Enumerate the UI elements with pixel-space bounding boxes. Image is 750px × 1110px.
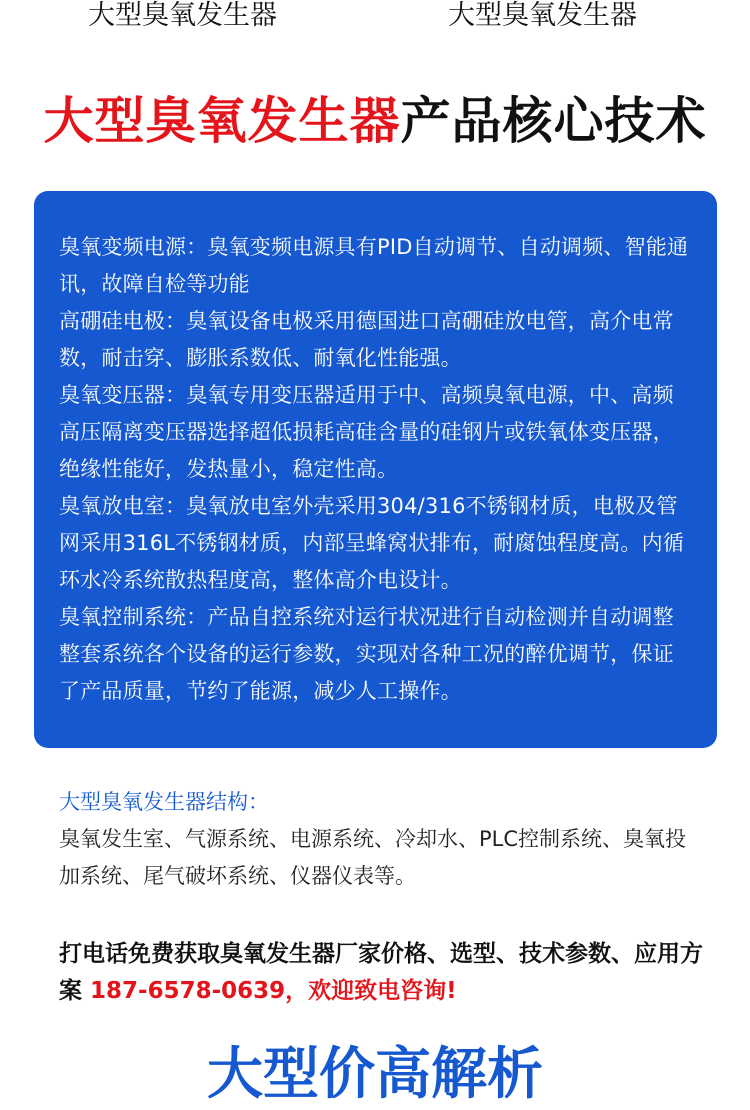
structure-text: 臭氧发生室、气源系统、电源系统、冷却水、PLC控制系统、臭氧投加系统、尾气破坏系统、仪器仪表等。 <box>59 827 687 888</box>
title-red-part: 大型臭氧发生器 <box>43 92 401 150</box>
feature-item: 臭氧变频电源：臭氧变频电源具有PID自动调节、自动调频、智能通讯，故障自检等功能 <box>59 235 689 296</box>
structure-section <box>59 784 699 895</box>
feature-item: 高硼硅电极：臭氧设备电极采用德国进口高硼硅放电管，高介电常数，耐击穿、膨胀系数低、耐氧化性能强。 <box>59 309 674 370</box>
bottom-section-heading: 大型价高解析 <box>207 1042 543 1107</box>
feature-item: 臭氧控制系统：产品自控系统对运行状况进行自动检测并自动调整整套系统各个设备的运行参数，实现对各种工况的醉优调节，保证了产品质量，节约了能源，减少人工操作。 <box>59 605 674 703</box>
core-tech-card <box>34 191 717 748</box>
page-title <box>0 90 750 152</box>
structure-label: 大型臭氧发生器结构： <box>59 790 269 814</box>
feature-item: 臭氧放电室：臭氧放电室外壳采用304/316不锈钢材质，电极及管网采用316L不锈钢材质，内部呈蜂窝状排布，耐腐蚀程度高。内循环水冷系统散热程度高，整体高介电设计。 <box>59 494 684 592</box>
caption-left: 大型臭氧发生器 <box>88 0 277 31</box>
feature-item: 臭氧变压器：臭氧专用变压器适用于中、高频臭氧电源，中、高频高压隔离变压器选择超低损耗高硅含量的硅钢片或铁氧体变压器，绝缘性能好，发热量小，稳定性高。 <box>59 383 674 481</box>
cta-text: 打电话免费获取臭氧发生器厂家价格、选型、技术参数、应用方案 <box>59 941 703 1004</box>
title-dark-part: 产品核心技术 <box>400 92 707 150</box>
top-captions <box>0 0 750 40</box>
call-to-action <box>59 936 719 1010</box>
phone-number[interactable]: 187-6578-0639，欢迎致电咨询! <box>90 978 457 1004</box>
caption-right: 大型臭氧发生器 <box>448 0 637 31</box>
